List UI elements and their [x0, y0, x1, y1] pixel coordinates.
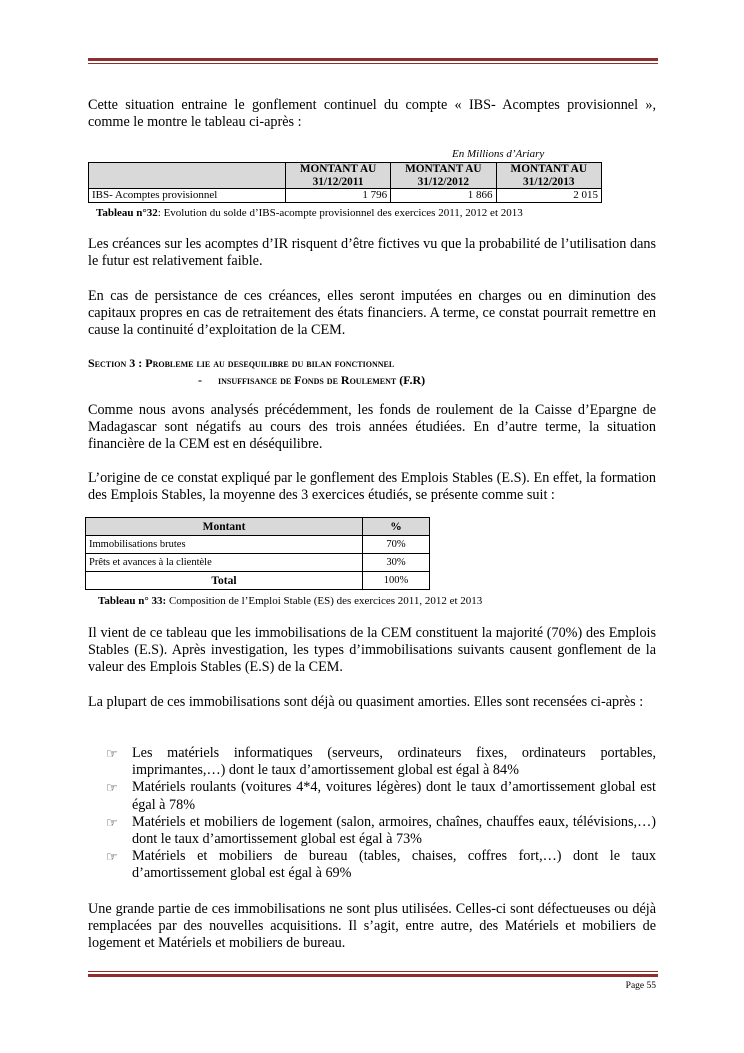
table1-caption — [96, 207, 523, 220]
paragraph-7: La plupart de ces immobilisations sont déjà ou quasiment amorties. Elles sont recensées ci-après : — [88, 694, 644, 710]
row-pct: 30% — [363, 554, 430, 572]
table2-caption — [98, 595, 482, 608]
header-montant: Montant — [86, 518, 363, 536]
table-row — [89, 189, 602, 203]
table-header-row — [89, 163, 602, 189]
row-label: Immobilisations brutes — [86, 536, 363, 554]
page-number: Page 55 — [625, 981, 656, 991]
paragraph-3: En cas de persistance de ces créances, elles seront imputées en charges ou en diminution des capitaux propres en cas de retraitement des états financiers. A terme, ce constat pourrait remettre en cause la continuité d’exploitation de la CEM. — [88, 288, 656, 339]
row-label: Prêts et avances à la clientèle — [86, 554, 363, 572]
table-total-row — [86, 572, 430, 590]
list-item-text: Matériels et mobiliers de logement (salon, armoires, chaînes, chauffes eaux, télévisions,…) dont le taux d’amortissement global est égal à 73% — [132, 813, 656, 848]
row-label: IBS- Acomptes provisionnel — [89, 189, 286, 203]
total-label: Total — [86, 572, 363, 590]
list-item-text: Matériels roulants (voitures 4*4, voitures légères) dont le taux d’amortissement global est égal à 78% — [132, 779, 656, 813]
table-header-2013: MONTANT AU 31/12/2013 — [496, 163, 601, 189]
value-2013: 2 015 — [496, 189, 601, 203]
caption-label: Tableau n° 33: — [98, 595, 167, 607]
table-emplois-stables — [85, 517, 430, 590]
caption-label: Tableau n°32 — [96, 207, 158, 219]
table-row — [86, 554, 430, 572]
row-pct: 70% — [363, 536, 430, 554]
paragraph-8: Une grande partie de ces immobilisations ne sont plus utilisées. Celles-ci sont défectueuses ou déjà remplacées par des nouvelles acquisitions. Il s’agit, entre autre, des Matériels et mobiliers de logement et Matériels et mobiliers de bureau. — [88, 901, 656, 952]
table-ibs-acomptes — [88, 162, 602, 203]
pointing-hand-icon: ☞ — [106, 814, 118, 830]
pointing-hand-icon: ☞ — [106, 746, 118, 761]
list-item — [106, 814, 656, 848]
section-dash: - — [198, 373, 202, 387]
pointing-hand-icon: ☞ — [106, 780, 118, 796]
bullet-list — [106, 745, 656, 883]
list-item-text: Matériels et mobiliers de bureau (tables, chaises, coffres fort,…) dont le taux d’amortissement global est égal à 69% — [132, 848, 656, 882]
footer-rule — [88, 971, 658, 977]
table-row — [86, 536, 430, 554]
caption-text: : Evolution du solde d’IBS-acompte provisionnel des exercices 2011, 2012 et 2013 — [157, 207, 523, 219]
table-header-2011: MONTANT AU 31/12/2011 — [286, 163, 391, 189]
table-header-2012: MONTANT AU 31/12/2012 — [391, 163, 496, 189]
paragraph-5: L’origine de ce constat expliqué par le gonflement des Emplois Stables (E.S). En effet, la formation des Emplois Stables, la moyenne des 3 exercices étudiés, se présente comme suit : — [88, 470, 656, 504]
paragraph-6: Il vient de ce tableau que les immobilisations de la CEM constituent la majorité (70%) des Emplois Stables (E.S). Après investigation, les types d’immobilisations suivants causent gonflement de la valeur des Emplois Stables (E.S) de la CEM. — [88, 625, 656, 676]
list-item — [106, 745, 656, 779]
pointing-hand-icon: ☞ — [106, 849, 118, 865]
section-title: Section 3 : Probleme lie au desequilibre du bilan fonctionnel — [88, 356, 395, 370]
table-header-blank — [89, 163, 286, 189]
section-subtitle: insuffisance de Fonds de Roulement (F.R) — [218, 373, 426, 387]
header-pct: % — [363, 518, 430, 536]
list-item — [106, 848, 656, 882]
value-2012: 1 866 — [391, 189, 496, 203]
caption-text: Composition de l’Emploi Stable (ES) des exercices 2011, 2012 et 2013 — [166, 595, 483, 607]
paragraph-4: Comme nous avons analysés précédemment, les fonds de roulement de la Caisse d’Epargne de Madagascar sont négatifs au cours des trois années étudiées. En d’autre terme, la situation financière de la CEM est en déséquilibre. — [88, 402, 656, 453]
table-header-row — [86, 518, 430, 536]
paragraph-2: Les créances sur les acomptes d’IR risquent d’être fictives vu que la probabilité de l’utilisation dans le futur est relativement faible. — [88, 236, 656, 270]
value-2011: 1 796 — [286, 189, 391, 203]
total-pct: 100% — [363, 572, 430, 590]
header-rule — [88, 58, 658, 64]
unit-note: En Millions d’Ariary — [452, 148, 545, 160]
list-item — [106, 779, 656, 813]
paragraph-1: Cette situation entraine le gonflement continuel du compte « IBS- Acomptes provisionnel », comme le montre le tableau ci-après : — [88, 97, 656, 131]
list-item-text: Les matériels informatiques (serveurs, ordinateurs fixes, ordinateurs portables, imprimantes,…) dont le taux d’amortissement global est égal à 84% — [132, 745, 656, 779]
